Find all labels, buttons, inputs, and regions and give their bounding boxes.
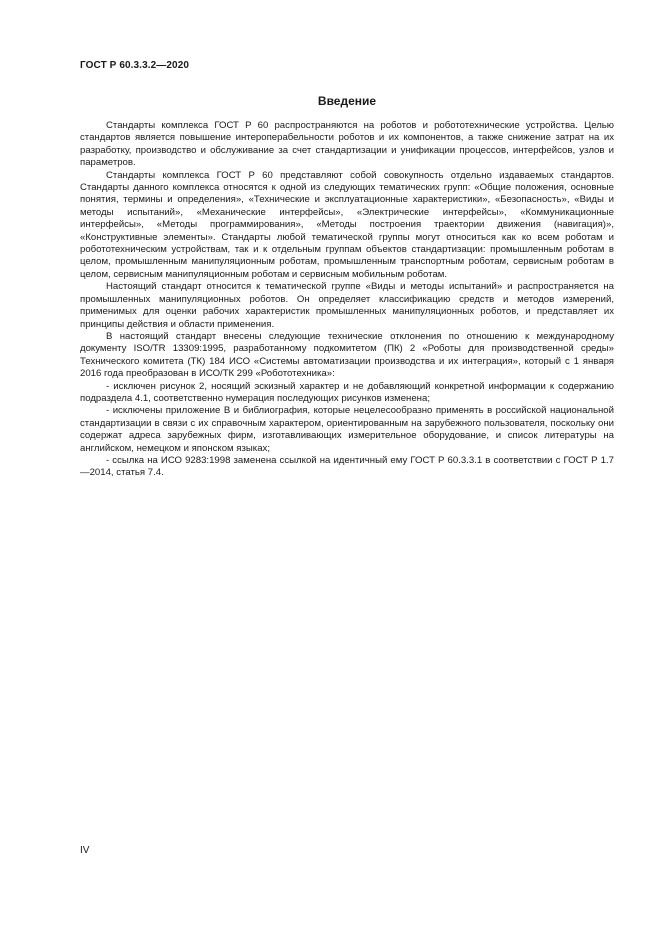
list-item: - исключены приложение В и библиография, которые нецелесообразно применять в российской национальной стандартизации в связи с их справочным характером, ориентированным на зарубежного пользователя, поскольку они содержат адреса зарубежных фирм, изготавливающих измерительное оборудование, и список литературы на английском, немецком и японском языках;	[80, 405, 614, 454]
paragraph: Настоящий стандарт относится к тематической группе «Виды и методы испытаний» и распространяется на промышленных манипуляционных роботов. Он определяет классификацию средств и методов измерений, применимых для оценки рабочих характеристик промышленных манипуляционных роботов, и представляет их принципы действия и области применения.	[80, 281, 614, 330]
document-code: ГОСТ Р 60.3.3.2—2020	[80, 60, 190, 71]
section-title: Введение	[317, 94, 377, 108]
list-item: - ссылка на ИСО 9283:1998 заменена ссылкой на идентичный ему ГОСТ Р 60.3.3.1 в соответствии с ГОСТ Р 1.7—2014, статья 7.4.	[80, 454, 614, 479]
paragraph: В настоящий стандарт внесены следующие технические отклонения по отношению к международному документу ISO/TR 13309:1995, разработанному подкомитетом (ПК) 2 «Роботы для производственной среды» Технического комитета (ТК) 184 ИСО «Системы автоматизации производства и их интеграция», который с 1 января 2016 года преобразован в ИСО/ТК 299 «Робототехника»:	[80, 330, 614, 380]
paragraph: Стандарты комплекса ГОСТ Р 60 распространяются на роботов и робототехнические устройства. Целью стандартов является повышение интероперабельности роботов и их компонентов, а также снижение затрат на их разработку, производство и обслуживание за счет стандартизации и унификации процессов, интерфейсов, узлов и параметров.	[80, 120, 614, 169]
list-item: - исключен рисунок 2, носящий эскизный характер и не добавляющий конкретной информации к содержанию подраздела 4.1, соответственно нумерация последующих рисунков изменена;	[80, 380, 614, 404]
paragraph: Стандарты комплекса ГОСТ Р 60 представляют собой совокупность отдельно издаваемых стандартов. Стандарты данного комплекса относятся к одной из следующих тематических групп: «Общие положения, основные понятия, термины и определения», «Технические и эксплуатационные характеристики», «Безопасность», «Виды и методы испытаний», «Механические интерфейсы», «Электрические интерфейсы», «Коммуникационные интерфейсы», «Методы программирования», «Методы построения траектории движения (навигация)», «Конструктивные элементы». Стандарты любой тематической группы могут относиться как ко всем роботам и робототехническим устройствам, так и к отдельным группам объектов стандартизации: промышленным роботам в целом, промышленным манипуляционным роботам, промышленным транспортным роботам, сервисным роботам в целом, сервисным манипуляционным роботам и сервисным мобильным роботам.	[80, 169, 614, 280]
page-number: IV	[80, 845, 90, 856]
introduction-body	[80, 120, 614, 480]
